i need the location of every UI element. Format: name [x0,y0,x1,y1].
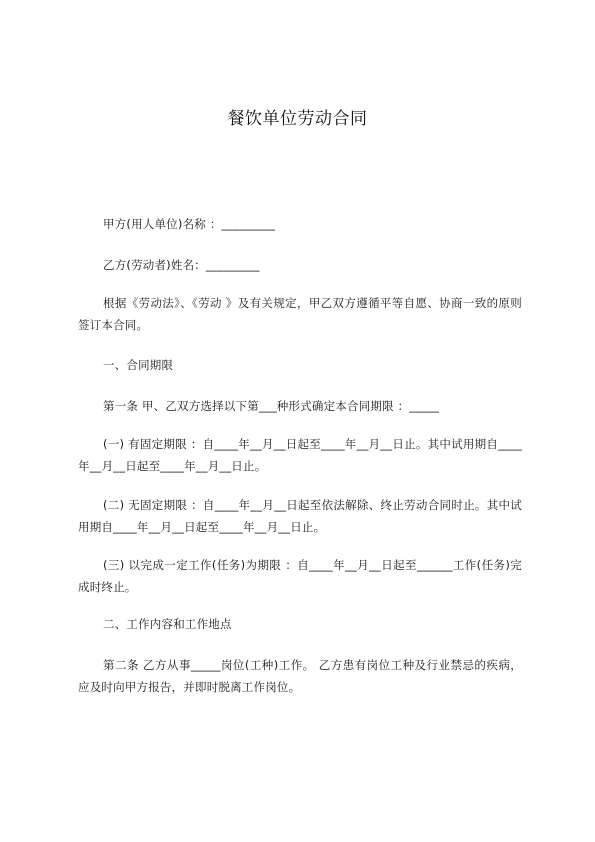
section-1-heading: 一、合同期限 [103,358,174,372]
clause-unfixed-term: (二) 无固定期限 ：自____年__月__日起至依法解除、终止劳动合同时止。其中试用期自____年__月__日起至____年__月__日止。 [78,498,522,534]
preamble-paragraph: 根据《劳动法》、《劳动 》及有关规定，甲乙双方遵循平等自愿、协商一致的原则签订本合同。 [78,296,522,332]
document-title: 餐饮单位劳动合同 [227,109,368,129]
clause-task-term: (三) 以完成一定工作(任务)为期限 ：自____年__月__日起至______工作(任务)完成时终止。 [78,558,522,594]
clause-fixed-term: (一) 有固定期限 ：自____年__月__日起至____年__月__日止。其中试用期自____年__月__日起至____年__月__日止。 [78,437,522,473]
section-2-heading: 二、工作内容和工作地点 [103,617,232,631]
party-b-line: 乙方(劳动者)姓名：_________ [103,258,260,272]
article-2: 第二条 乙方从事_____岗位(工种)工作。 乙方患有岗位工种及行业禁忌的疾病，应及时向甲方报告，并即时脱离工作岗位。 [78,658,522,694]
article-1: 第一条 甲、乙双方选择以下第___种形式确定本合同期限 ：_____ [103,399,440,413]
party-a-line: 甲方(用人单位)名称 ：_________ [103,217,276,231]
